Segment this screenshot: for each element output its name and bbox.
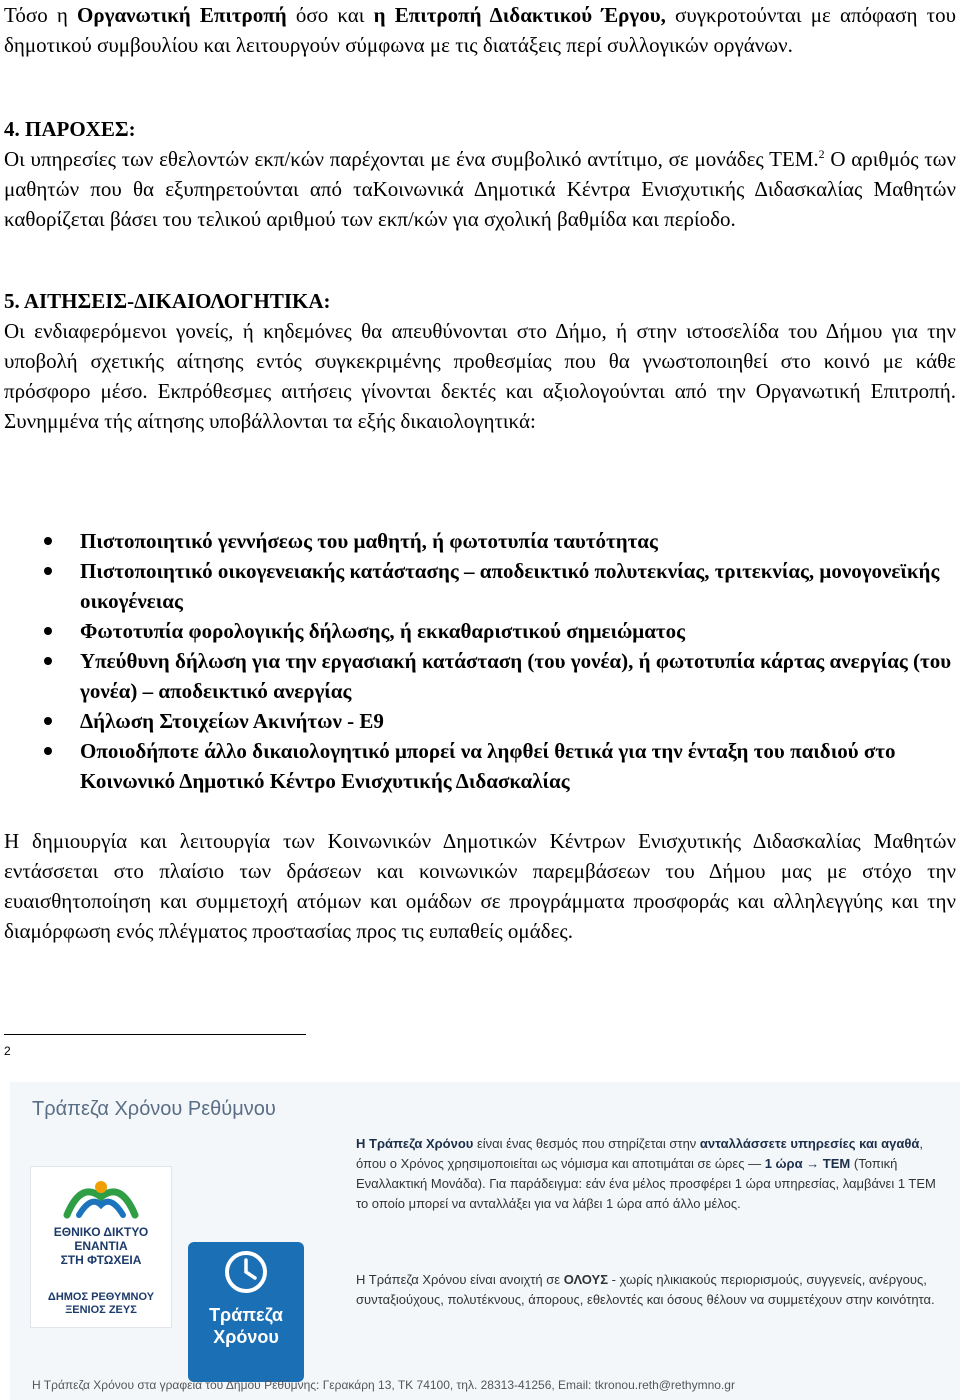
banner-footer: Η Τράπεζα Χρόνου στα γραφεία του Δήμου Ρεθύμνης: Γερακάρη 13, ΤΚ 74100, τηλ. 28313-41256, Email: tkronou.reth@rethymno.gr [32, 1378, 735, 1392]
desc-text-3: (Τοπική Εναλλακτική Μονάδα). Για παράδειγμα: εάν ένα μέλος προσφέρει 1 ώρα υπηρεσίας, λαμβάνει 1 ΤΕΜ το οποίο μπορεί να ανταλλάξει για να λάβει 1 ώρα από άλλο μέλος. [356, 1156, 936, 1211]
intro-text-1: Τόσο η [4, 3, 78, 27]
list-item: Οποιοδήποτε άλλο δικαιολογητικό μπορεί να ληφθεί θετικά για την ένταξη του παιδιού στο Κοινωνικό Δημοτικό Κέντρο Ενισχυτικής Διδασκαλίας [4, 736, 956, 796]
desc-bold-2: 1 ώρα → ΤΕΜ [764, 1156, 851, 1171]
section-4 [4, 114, 956, 234]
intro-bold-1: Οργανωτική Επιτροπή [77, 3, 287, 27]
section-4-text-1: Οι υπηρεσίες των εθελοντών εκπ/κών παρέχονται με ένα συμβολικό αντίτιμο, σε μονάδες ΤΕΜ. [4, 147, 819, 171]
desc-bold-1: ανταλλάσσετε υπηρεσίες και αγαθά [699, 1136, 920, 1151]
network-name [31, 1225, 171, 1267]
desc2-bold: ΟΛΟΥΣ [563, 1272, 608, 1287]
network-line-1: ΕΘΝΙΚΟ ΔΙΚΤΥΟ [53, 1225, 149, 1239]
list-item: Φωτοτυπία φορολογικής δήλωσης, ή εκκαθαριστικού σημειώματος [4, 616, 956, 646]
municipality-line-2: ΞΕΝΙΟΣ ΖΕΥΣ [65, 1304, 137, 1316]
list-item: Δήλωση Στοιχείων Ακινήτων - Ε9 [4, 706, 956, 736]
intro-text-2: όσο και [286, 3, 374, 27]
municipality-name [31, 1291, 171, 1317]
footnote-ref[interactable]: 2 [818, 147, 825, 161]
footnote-separator [4, 1034, 306, 1035]
time-bank-logo [188, 1242, 304, 1382]
section-4-heading: 4. ΠΑΡΟΧΕΣ: [4, 117, 136, 141]
section-5 [4, 286, 956, 436]
section-4-text [4, 144, 956, 234]
intro-text-3: συγκροτούνται με απόφαση του δημοτικού συμβουλίου και λειτουργούν σύμφωνα με τις διατάξεις περί συλλογικών οργάνων. [4, 3, 956, 57]
time-bank-logo-text [188, 1304, 304, 1348]
anti-poverty-network-logo [30, 1166, 172, 1328]
footnote-number: 2 [4, 1044, 11, 1058]
desc2-text: - χωρίς ηλικιακούς περιορισμούς, συγγενείς, ανέργους, συνταξιούχους, πολυτέκνους, άπορους, εθελοντές και όσους θέλουν να συμμετέχουν στην κοινότητα. [356, 1272, 935, 1307]
closing-paragraph: Η δημιουργία και λειτουργία των Κοινωνικών Δημοτικών Κέντρων Ενισχυτικής Διδασκαλίας Μαθητών εντάσσεται στο πλαίσιο των δράσεων και κοινωνικών παρεμβάσεων του Δήμου μας με στόχο την ευαισθητοποίηση και συμμετοχή ατόμων και ομάδων σε προγράμματα προσφοράς και αλληλεγγύης και την διαμόρφωση ενός πλέγματος προστασίας προς τις ευπαθείς ομάδες. [4, 829, 956, 943]
clock-icon [224, 1250, 268, 1294]
banner-description [356, 1134, 946, 1214]
list-item: Υπεύθυνη δήλωση για την εργασιακή κατάσταση (του γονέα), ή φωτοτυπία κάρτας ανεργίας (του γονέα) – αποδεικτικό ανεργίας [4, 646, 956, 706]
document-list [4, 526, 956, 796]
hands-icon [61, 1175, 141, 1221]
logo-line-1: Τράπεζα [209, 1305, 283, 1325]
section-5-heading: 5. ΑΙΤΗΣΕΙΣ-ΔΙΚΑΙΟΛΟΓΗΤΙΚΑ: [4, 289, 331, 313]
municipality-line-1: ΔΗΜΟΣ ΡΕΘΥΜΝΟΥ [47, 1291, 155, 1303]
time-bank-banner [10, 1082, 960, 1400]
banner-description-2 [356, 1270, 946, 1310]
network-line-2: ΕΝΑΝΤΙΑ [74, 1239, 128, 1253]
network-line-3: ΣΤΗ ΦΤΩΧΕΙΑ [60, 1253, 142, 1267]
desc-lead: Η Τράπεζα Χρόνου [356, 1136, 474, 1151]
list-item: Πιστοποιητικό γεννήσεως του μαθητή, ή φωτοτυπία ταυτότητας [4, 526, 956, 556]
logo-line-2: Χρόνου [213, 1327, 279, 1347]
list-item: Πιστοποιητικό οικογενειακής κατάστασης – αποδεικτικό πολυτεκνίας, τριτεκνίας, μονογονεϊκής οικογένειας [4, 556, 956, 616]
intro-bold-2: η Επιτροπή Διδακτικού Έργου, [373, 3, 666, 27]
desc-text-1: είναι ένας θεσμός που στηρίζεται στην [473, 1136, 700, 1151]
desc-text-2: , όπου ο Χρόνος χρησιμοποιείται ως νόμισμα και αποτιμάται σε ώρες — [356, 1136, 924, 1171]
desc2-lead: Η Τράπεζα Χρόνου είναι ανοιχτή σε [356, 1272, 564, 1287]
intro-paragraph [4, 0, 956, 60]
section-5-text: Οι ενδιαφερόμενοι γονείς, ή κηδεμόνες θα απευθύνονται στο Δήμο, ή στην ιστοσελίδα του Δήμου για την υποβολή σχετικής αίτησης εντός συγκεκριμένης προθεσμίας που θα γνωστοποιηθεί στο κοινό με κάθε πρόσφορο μέσο. Εκπρόθεσμες αιτήσεις γίνονται δεκτές και αξιολογούνται από την Οργανωτική Επιτροπή. Συνημμένα τής αίτησης υποβάλλονται τα εξής δικαιολογητικά: [4, 319, 956, 433]
section-4-text-2: Ο αριθμός των μαθητών που θα εξυπηρετούνται από ταΚοινωνικά Δημοτικά Κέντρα Ενισχυτικής Διδασκαλίας Μαθητών καθορίζεται βάσει του τελικού αριθμού των εκπ/κών για σχολική βαθμίδα και περίοδο. [4, 147, 956, 231]
banner-title: Τράπεζα Χρόνου Ρεθύμνου [32, 1098, 276, 1120]
